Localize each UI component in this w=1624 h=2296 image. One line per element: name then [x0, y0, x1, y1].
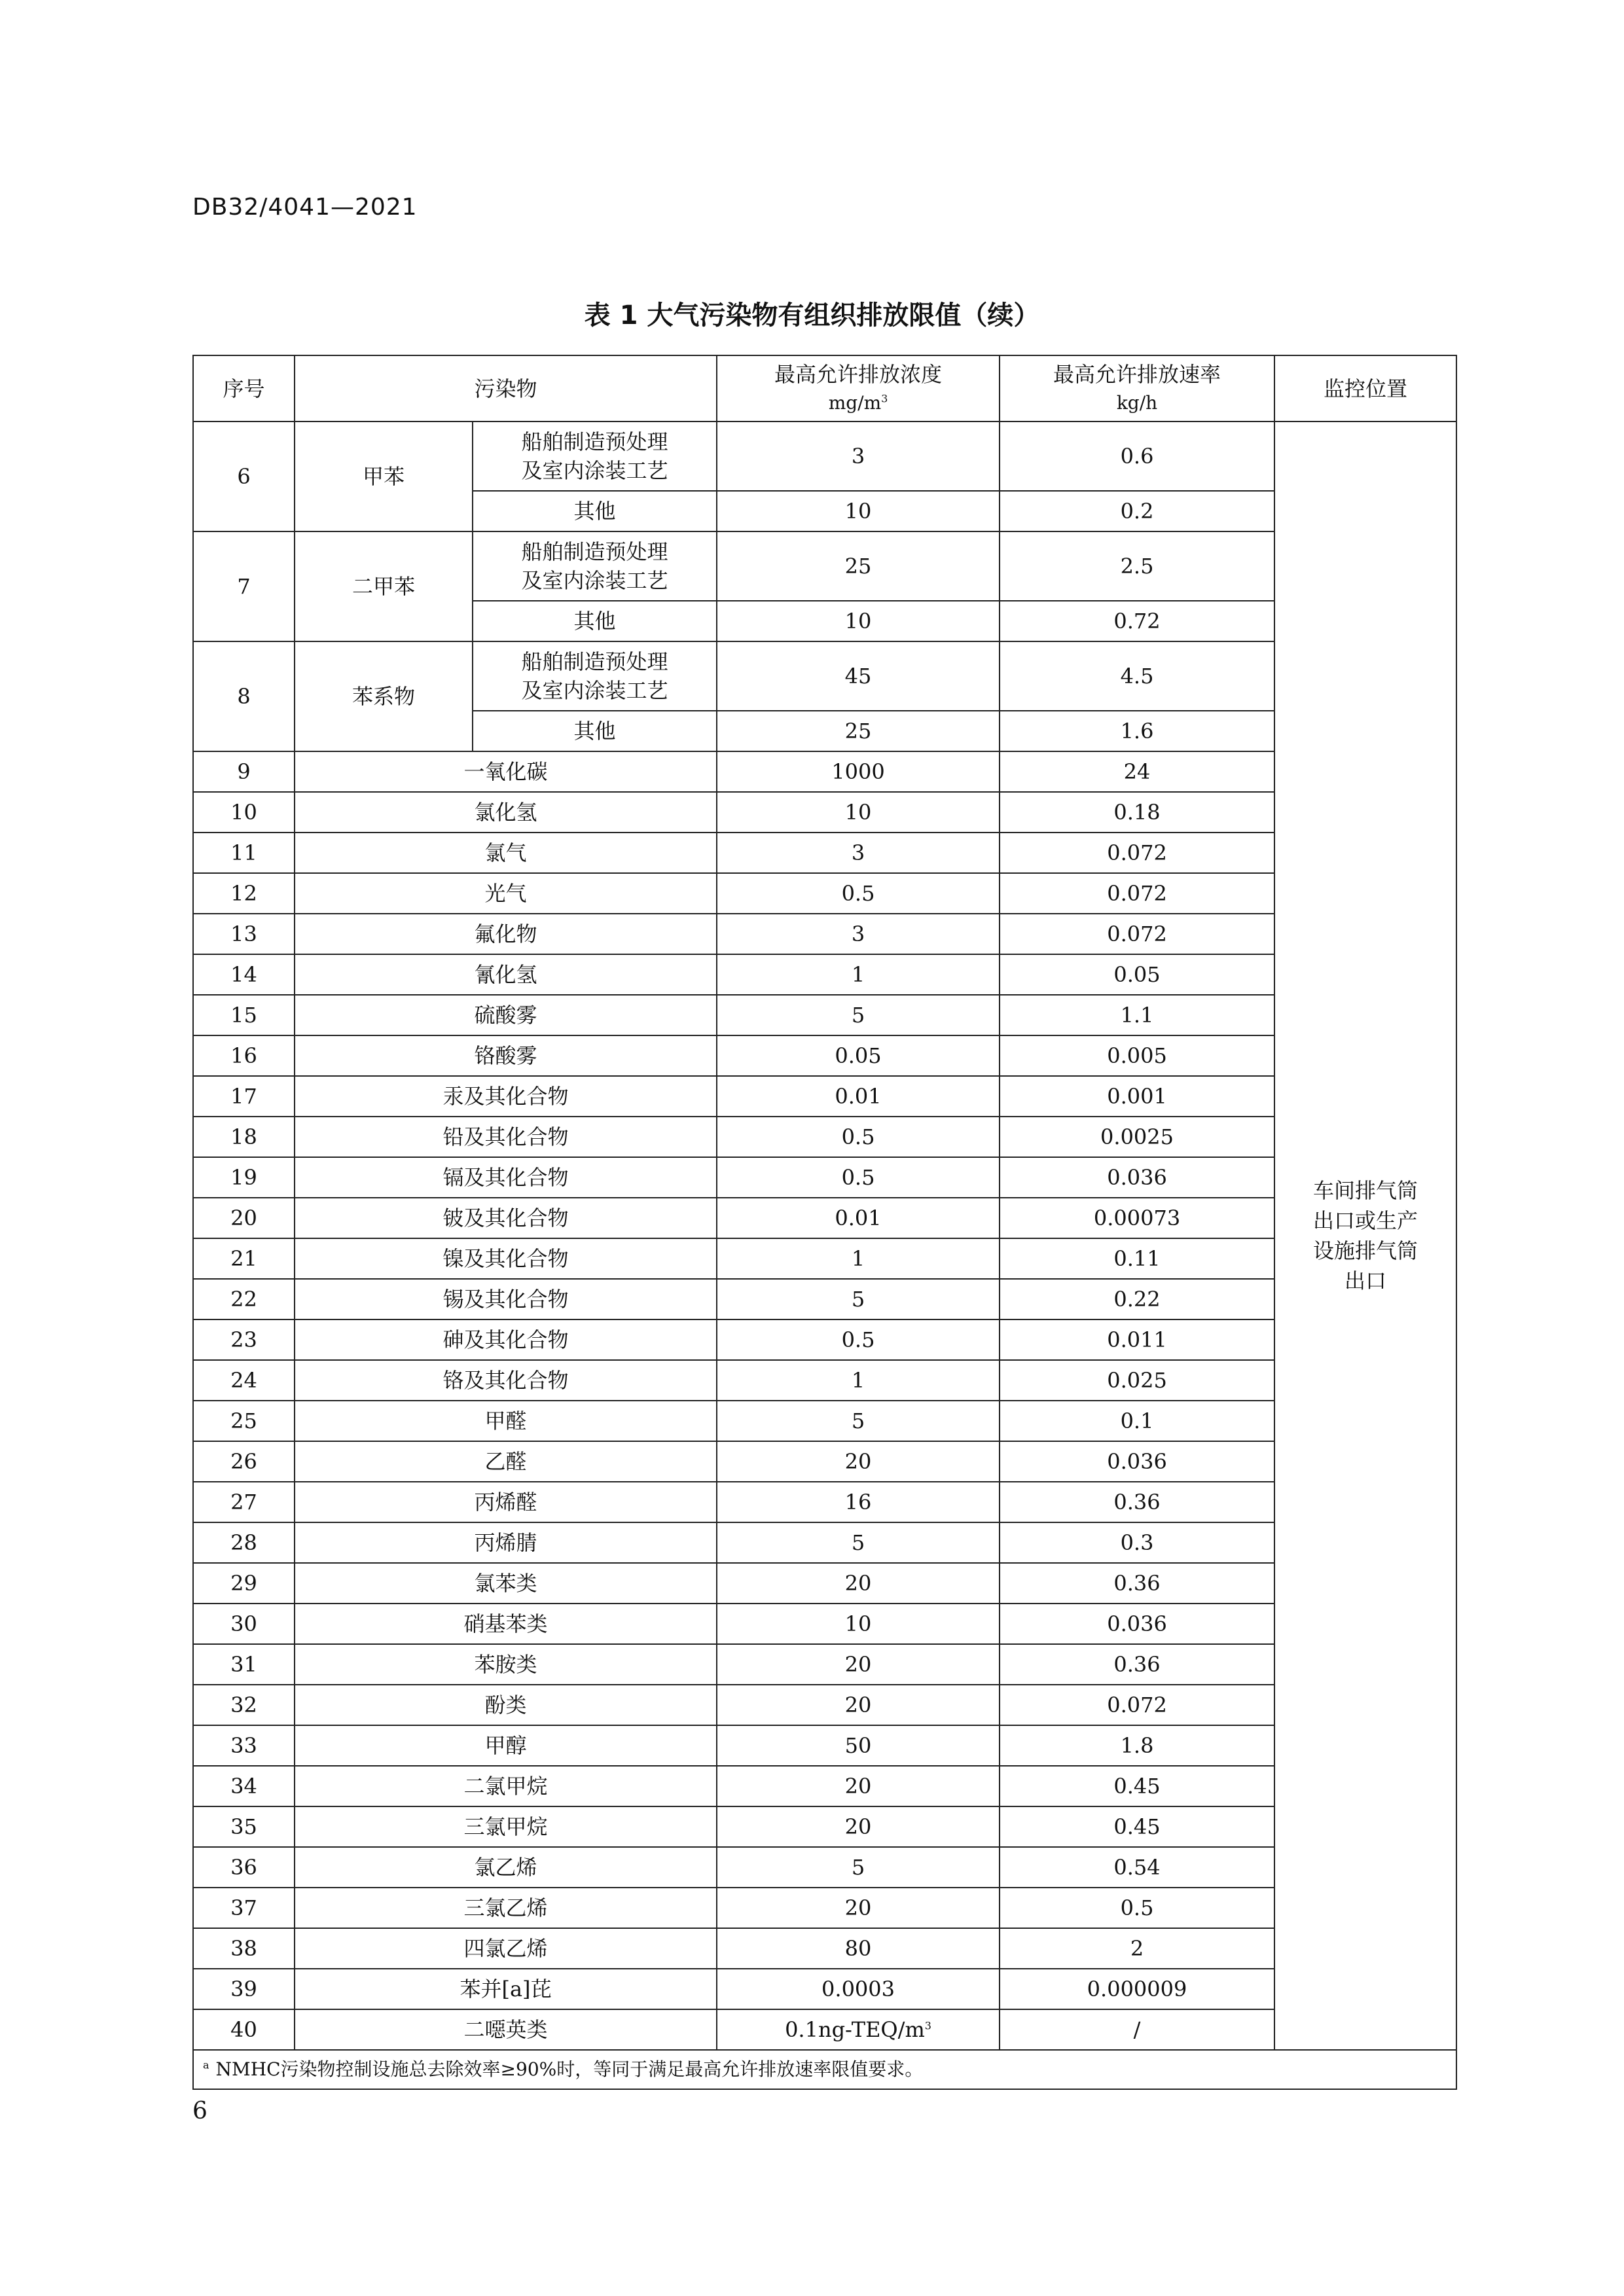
row-concentration: 10: [717, 601, 1000, 641]
row-pollutant: 一氧化碳: [295, 751, 717, 792]
row-subcategory: 其他: [473, 491, 717, 531]
row-concentration: 5: [717, 995, 1000, 1035]
row-concentration: 16: [717, 1482, 1000, 1522]
row-seq: 22: [193, 1279, 295, 1319]
table-row: [193, 1847, 1456, 1888]
table-row: [193, 1482, 1456, 1522]
row-rate: 0.54: [1000, 1847, 1274, 1888]
row-rate: 0.005: [1000, 1035, 1274, 1076]
table-row: [193, 1401, 1456, 1441]
row-seq: 25: [193, 1401, 295, 1441]
row-seq: 18: [193, 1117, 295, 1157]
row-concentration: 10: [717, 792, 1000, 833]
row-seq: 32: [193, 1685, 295, 1725]
row-pollutant: 氯苯类: [295, 1563, 717, 1604]
row-rate: 0.072: [1000, 1685, 1274, 1725]
row-rate: 0.36: [1000, 1644, 1274, 1685]
row-seq: 38: [193, 1928, 295, 1969]
row-pollutant: 氯乙烯: [295, 1847, 717, 1888]
table-row: [193, 1076, 1456, 1117]
row-subcategory: 其他: [473, 601, 717, 641]
row-concentration: 1: [717, 1360, 1000, 1401]
row-concentration: 1000: [717, 751, 1000, 792]
row-seq: 29: [193, 1563, 295, 1604]
row-seq: 35: [193, 1806, 295, 1847]
row-concentration: $0.1ng-TEQ/m^3$: [717, 2009, 1000, 2050]
row-rate: 0.072: [1000, 873, 1274, 914]
row-seq: 9: [193, 751, 295, 792]
row-pollutant: 酚类: [295, 1685, 717, 1725]
row-seq: 30: [193, 1604, 295, 1644]
row-concentration: 3: [717, 833, 1000, 873]
row-rate: 0.45: [1000, 1766, 1274, 1806]
row-rate: 1.8: [1000, 1725, 1274, 1766]
row-pollutant: 硫酸雾: [295, 995, 717, 1035]
row-pollutant: 二氯甲烷: [295, 1766, 717, 1806]
row-concentration: 20: [717, 1563, 1000, 1604]
row-concentration: 20: [717, 1441, 1000, 1482]
row-seq: 14: [193, 954, 295, 995]
row-subcategory: 船舶制造预处理 及室内涂装工艺: [473, 531, 717, 601]
row-rate: /: [1000, 2009, 1274, 2050]
table-title: 表 1 大气污染物有组织排放限值（续）: [584, 300, 1040, 331]
table-row: [193, 751, 1456, 792]
row-seq: 40: [193, 2009, 295, 2050]
table-row: [193, 641, 1456, 711]
row-concentration: 1: [717, 954, 1000, 995]
table-row: [193, 1604, 1456, 1644]
table-row: [193, 995, 1456, 1035]
table-row: [193, 1522, 1456, 1563]
table-row: [193, 422, 1456, 491]
header-location: 监控位置: [1274, 355, 1456, 422]
row-pollutant: 苯系物: [295, 641, 473, 751]
row-pollutant: 甲醇: [295, 1725, 717, 1766]
row-seq: 37: [193, 1888, 295, 1928]
table-row: [193, 1888, 1456, 1928]
row-pollutant: 三氯甲烷: [295, 1806, 717, 1847]
table-row: [193, 1685, 1456, 1725]
row-seq: 36: [193, 1847, 295, 1888]
footnote-mark: a: [203, 2058, 209, 2072]
row-rate: 0.05: [1000, 954, 1274, 995]
table-row: [193, 833, 1456, 873]
row-pollutant: 三氯乙烯: [295, 1888, 717, 1928]
row-seq: 19: [193, 1157, 295, 1198]
table-row: [193, 2009, 1456, 2050]
row-rate: 0.072: [1000, 833, 1274, 873]
row-concentration: 0.01: [717, 1198, 1000, 1238]
footnote-row: [193, 2050, 1456, 2089]
document-code: DB32/4041—2021: [192, 194, 418, 221]
table-row: [193, 1198, 1456, 1238]
row-seq: 11: [193, 833, 295, 873]
row-seq: 15: [193, 995, 295, 1035]
row-concentration: 80: [717, 1928, 1000, 1969]
row-seq: 6: [193, 422, 295, 531]
row-pollutant: 汞及其化合物: [295, 1076, 717, 1117]
row-pollutant: 氯气: [295, 833, 717, 873]
row-rate: 0.025: [1000, 1360, 1274, 1401]
table-body: [193, 422, 1456, 2089]
row-pollutant: 丙烯醛: [295, 1482, 717, 1522]
row-pollutant: 氯化氢: [295, 792, 717, 833]
row-rate: 2.5: [1000, 531, 1274, 601]
row-rate: 0.36: [1000, 1563, 1274, 1604]
row-seq: 39: [193, 1969, 295, 2009]
footnote: [193, 2050, 1456, 2089]
row-concentration: 10: [717, 1604, 1000, 1644]
row-concentration: 3: [717, 422, 1000, 491]
row-seq: 17: [193, 1076, 295, 1117]
row-rate: 0.011: [1000, 1319, 1274, 1360]
header-seq: 序号: [193, 355, 295, 422]
table-row: [193, 1969, 1456, 2009]
row-rate: 0.36: [1000, 1482, 1274, 1522]
table-row: [193, 1319, 1456, 1360]
emission-limits-table: [192, 355, 1457, 2090]
table-row: [193, 1117, 1456, 1157]
table-header-row: [193, 355, 1456, 422]
row-concentration: 25: [717, 531, 1000, 601]
row-concentration: 20: [717, 1685, 1000, 1725]
row-pollutant: 镍及其化合物: [295, 1238, 717, 1279]
row-pollutant: 甲苯: [295, 422, 473, 531]
table-row: [193, 531, 1456, 601]
row-pollutant: 铍及其化合物: [295, 1198, 717, 1238]
row-subcategory: 船舶制造预处理 及室内涂装工艺: [473, 641, 717, 711]
row-rate: 0.5: [1000, 1888, 1274, 1928]
row-concentration: 25: [717, 711, 1000, 751]
table-row: [193, 1279, 1456, 1319]
row-concentration: 50: [717, 1725, 1000, 1766]
row-concentration: 3: [717, 914, 1000, 954]
header-rate: [1000, 355, 1274, 422]
row-rate: 0.072: [1000, 914, 1274, 954]
row-seq: 21: [193, 1238, 295, 1279]
table-row: [193, 1441, 1456, 1482]
table-row: [193, 1928, 1456, 1969]
row-concentration: 20: [717, 1888, 1000, 1928]
row-concentration: 5: [717, 1847, 1000, 1888]
table-row: [193, 1360, 1456, 1401]
row-concentration: 1: [717, 1238, 1000, 1279]
table-row: [193, 873, 1456, 914]
row-rate: 0.6: [1000, 422, 1274, 491]
row-concentration: 0.5: [717, 1117, 1000, 1157]
row-seq: 34: [193, 1766, 295, 1806]
row-rate: 1.1: [1000, 995, 1274, 1035]
row-concentration: 0.01: [717, 1076, 1000, 1117]
header-rate-label: 最高允许排放速率: [1053, 361, 1221, 387]
table-row: [193, 1644, 1456, 1685]
row-seq: 33: [193, 1725, 295, 1766]
header-concentration-unit: $mg/m^3$: [828, 391, 888, 414]
row-concentration: 0.5: [717, 1157, 1000, 1198]
row-rate: 24: [1000, 751, 1274, 792]
row-concentration: 20: [717, 1644, 1000, 1685]
table-row: [193, 1157, 1456, 1198]
row-rate: 0.00073: [1000, 1198, 1274, 1238]
header-pollutant: 污染物: [295, 355, 717, 422]
row-rate: 0.18: [1000, 792, 1274, 833]
row-rate: 0.001: [1000, 1076, 1274, 1117]
monitoring-location-cell: 车间排气筒 出口或生产 设施排气筒 出口: [1274, 422, 1456, 2050]
row-rate: 0.11: [1000, 1238, 1274, 1279]
row-pollutant: 锡及其化合物: [295, 1279, 717, 1319]
table-row: [193, 914, 1456, 954]
row-seq: 13: [193, 914, 295, 954]
row-rate: 0.036: [1000, 1604, 1274, 1644]
row-seq: 12: [193, 873, 295, 914]
row-pollutant: 铬及其化合物: [295, 1360, 717, 1401]
table-row: [193, 1806, 1456, 1847]
row-rate: 0.72: [1000, 601, 1274, 641]
table-row: [193, 1563, 1456, 1604]
row-rate: 4.5: [1000, 641, 1274, 711]
row-seq: 24: [193, 1360, 295, 1401]
row-pollutant: 镉及其化合物: [295, 1157, 717, 1198]
row-rate: 0.036: [1000, 1157, 1274, 1198]
row-seq: 10: [193, 792, 295, 833]
row-rate: 0.45: [1000, 1806, 1274, 1847]
row-concentration: 5: [717, 1279, 1000, 1319]
row-rate: 0.3: [1000, 1522, 1274, 1563]
row-rate: 0.2: [1000, 491, 1274, 531]
row-concentration: 0.5: [717, 873, 1000, 914]
row-pollutant: 氰化氢: [295, 954, 717, 995]
row-pollutant: 铬酸雾: [295, 1035, 717, 1076]
row-rate: 0.22: [1000, 1279, 1274, 1319]
row-pollutant: 二噁英类: [295, 2009, 717, 2050]
row-seq: 27: [193, 1482, 295, 1522]
row-rate: 0.036: [1000, 1441, 1274, 1482]
row-concentration: 5: [717, 1401, 1000, 1441]
row-pollutant: 苯胺类: [295, 1644, 717, 1685]
table-row: [193, 1238, 1456, 1279]
row-concentration: 45: [717, 641, 1000, 711]
row-concentration: 0.0003: [717, 1969, 1000, 2009]
header-concentration: [717, 355, 1000, 422]
row-concentration: 5: [717, 1522, 1000, 1563]
footnote-text: NMHC污染物控制设施总去除效率≥90%时，等同于满足最高允许排放速率限值要求。: [215, 2058, 924, 2080]
row-pollutant: 铅及其化合物: [295, 1117, 717, 1157]
header-rate-unit: kg/h: [1116, 391, 1158, 414]
row-pollutant: 砷及其化合物: [295, 1319, 717, 1360]
row-rate: 1.6: [1000, 711, 1274, 751]
row-pollutant: 硝基苯类: [295, 1604, 717, 1644]
row-seq: 31: [193, 1644, 295, 1685]
row-pollutant: 二甲苯: [295, 531, 473, 641]
row-rate: 0.000009: [1000, 1969, 1274, 2009]
row-concentration: 10: [717, 491, 1000, 531]
page-number: 6: [192, 2098, 208, 2125]
row-concentration: 20: [717, 1766, 1000, 1806]
row-concentration: 0.05: [717, 1035, 1000, 1076]
row-pollutant: 乙醛: [295, 1441, 717, 1482]
row-subcategory: 船舶制造预处理 及室内涂装工艺: [473, 422, 717, 491]
table-row: [193, 1766, 1456, 1806]
row-seq: 26: [193, 1441, 295, 1482]
row-seq: 7: [193, 531, 295, 641]
row-pollutant: 丙烯腈: [295, 1522, 717, 1563]
row-subcategory: 其他: [473, 711, 717, 751]
row-pollutant: 氟化物: [295, 914, 717, 954]
row-seq: 23: [193, 1319, 295, 1360]
row-concentration: 20: [717, 1806, 1000, 1847]
row-seq: 28: [193, 1522, 295, 1563]
row-pollutant: 四氯乙烯: [295, 1928, 717, 1969]
row-seq: 20: [193, 1198, 295, 1238]
row-concentration: 0.5: [717, 1319, 1000, 1360]
row-rate: 0.0025: [1000, 1117, 1274, 1157]
table-row: [193, 1725, 1456, 1766]
row-seq: 16: [193, 1035, 295, 1076]
row-pollutant: 甲醛: [295, 1401, 717, 1441]
row-rate: 2: [1000, 1928, 1274, 1969]
row-pollutant: 苯并[a]芘: [295, 1969, 717, 2009]
row-seq: 8: [193, 641, 295, 751]
row-rate: 0.1: [1000, 1401, 1274, 1441]
header-concentration-label: 最高允许排放浓度: [774, 361, 943, 387]
row-pollutant: 光气: [295, 873, 717, 914]
table-row: [193, 954, 1456, 995]
table-row: [193, 1035, 1456, 1076]
table-row: [193, 792, 1456, 833]
